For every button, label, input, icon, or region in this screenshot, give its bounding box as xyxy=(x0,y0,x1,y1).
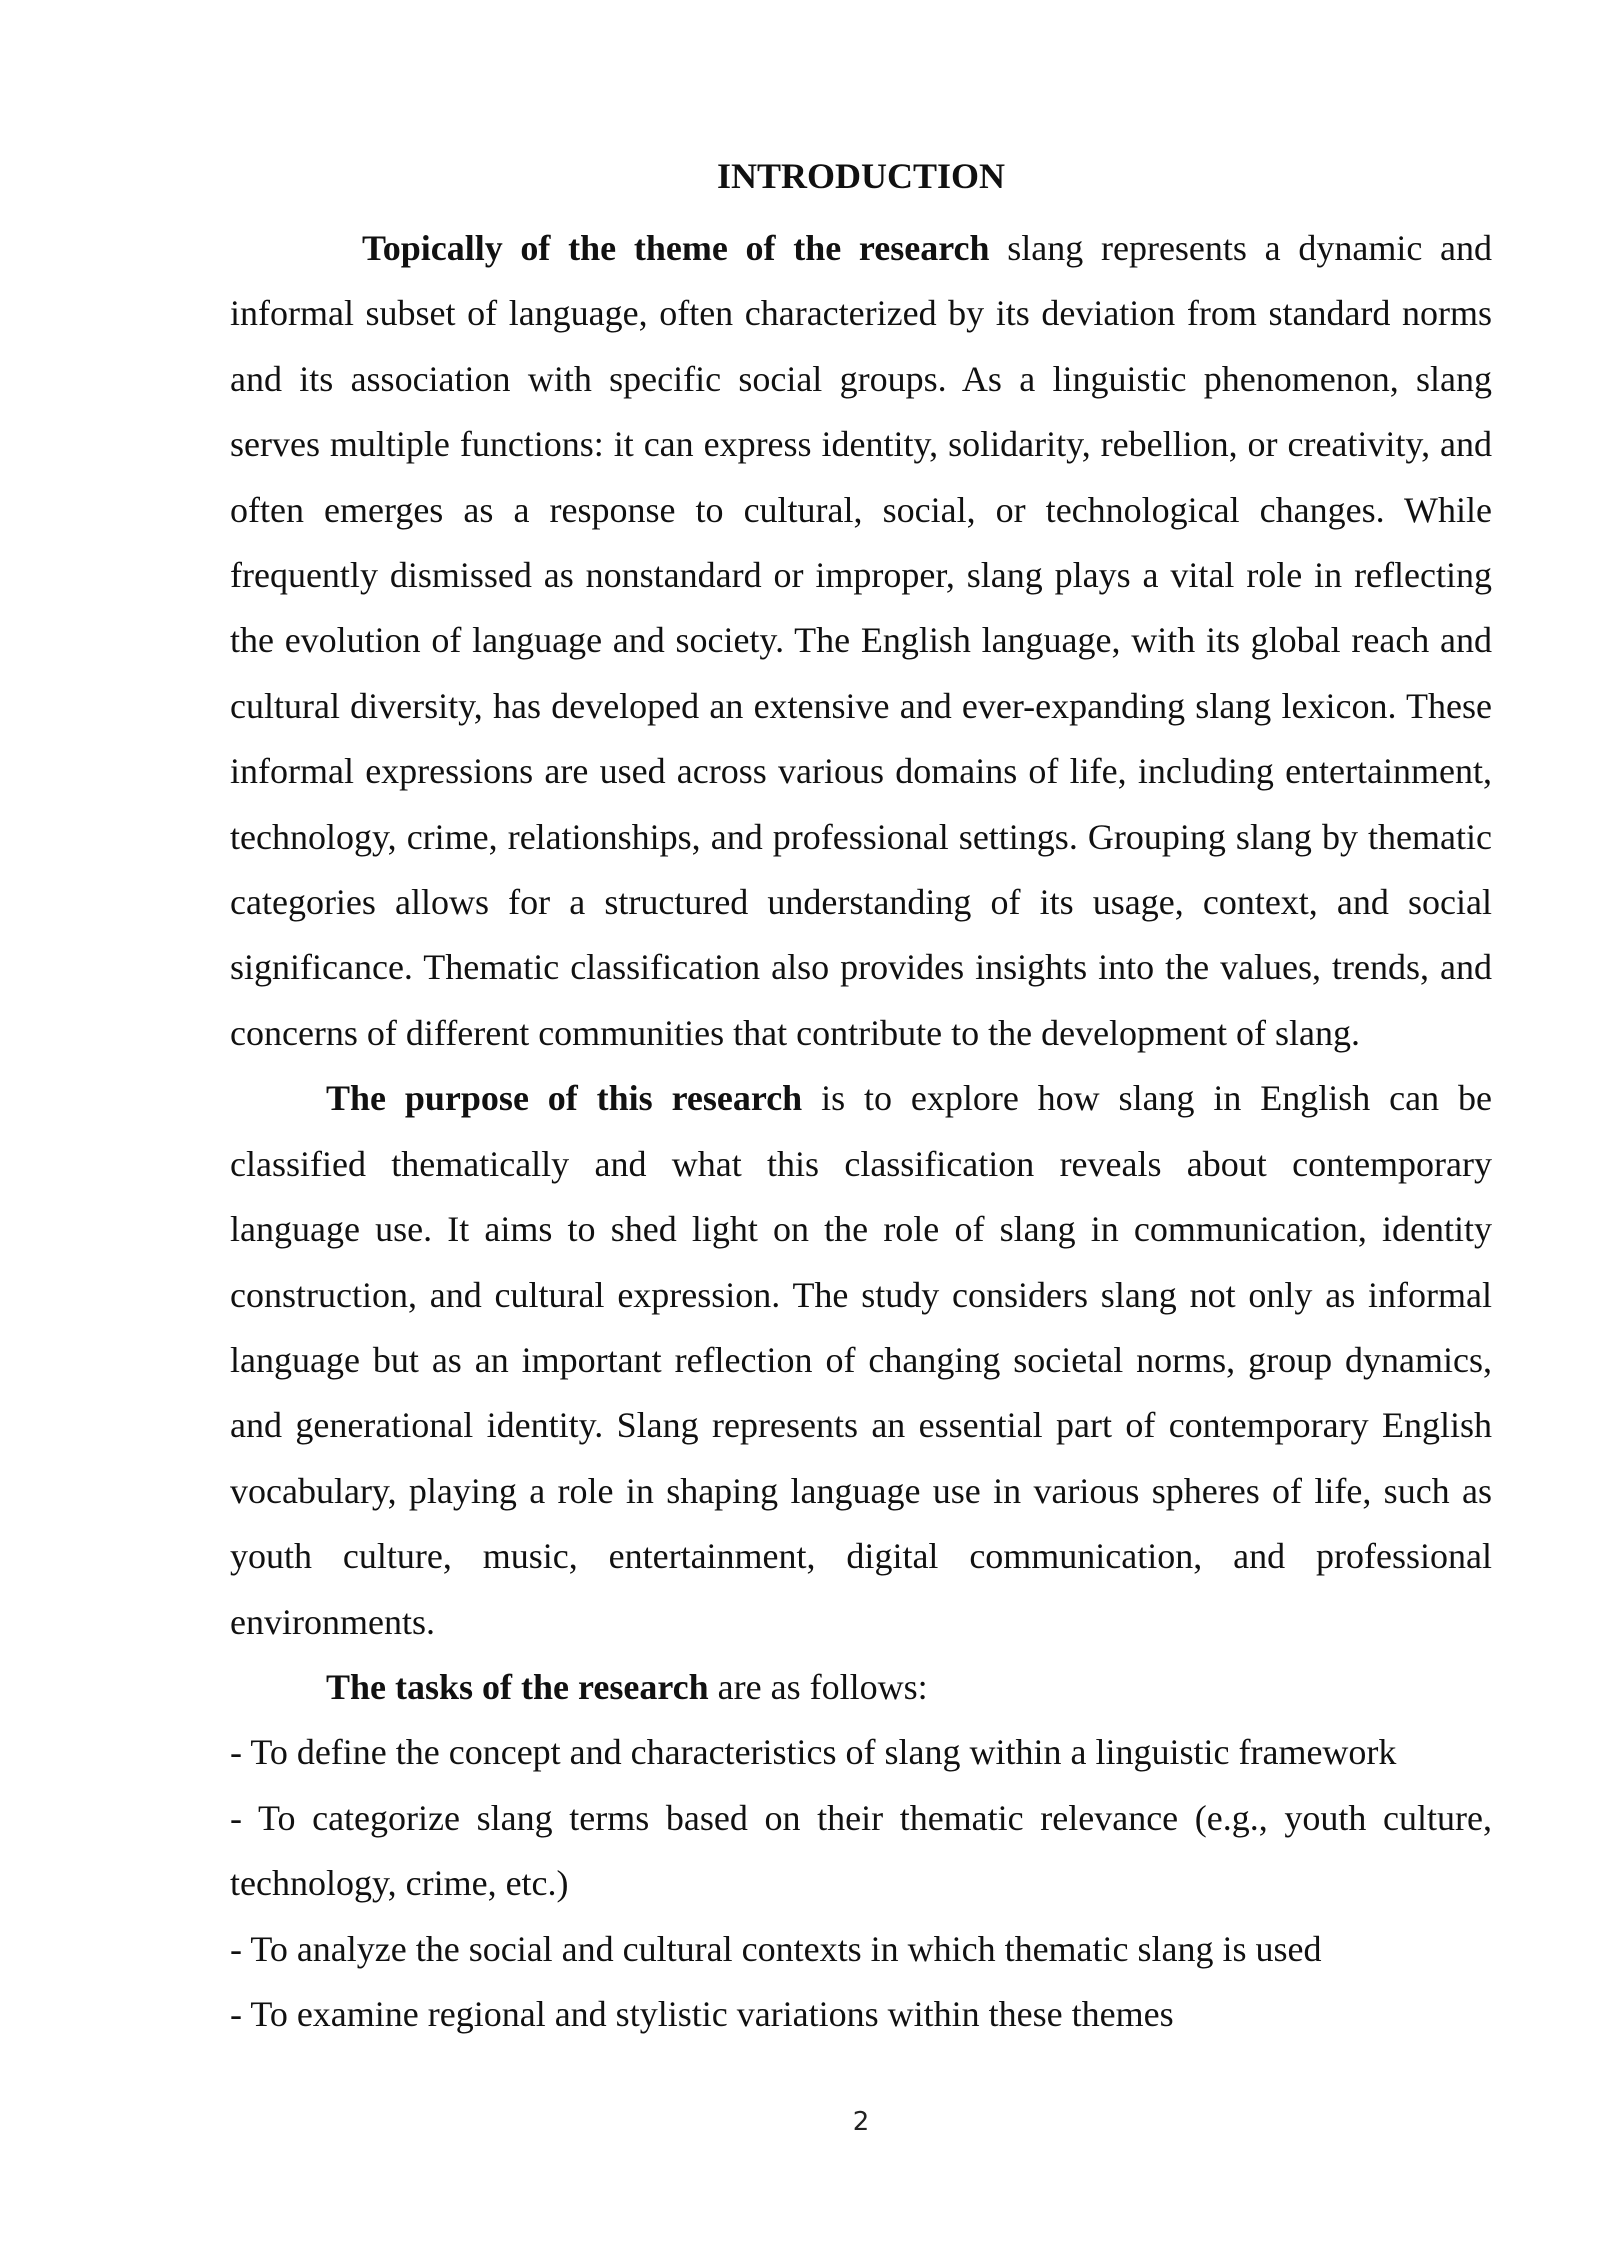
page-body xyxy=(230,148,1492,2047)
task-item: - To analyze the social and cultural contexts in which thematic slang is used xyxy=(230,1928,1322,1969)
paragraph-tasks xyxy=(230,1655,1492,1720)
paragraph-text: slang represents a dynamic and informal subset of language, often characterized by its deviation from standard norms and its association with specific social groups. As a linguistic phenomenon, slang serves multiple functions: it can express identity, solidarity, rebellion, or creativity, and often emerges as a response to cultural, social, or technological changes. While frequently dismissed as nonstandard or improper, slang plays a vital role in reflecting the evolution of language and society. The English language, with its global reach and cultural diversity, has developed an extensive and ever-expanding slang lexicon. These informal expressions are used across various domains of life, including entertainment, technology, crime, relationships, and professional settings. Grouping slang by thematic categories allows for a structured understanding of its usage, context, and social significance. Thematic classification also provides insights into the values, trends, and concerns of different communities that contribute to the development of slang. xyxy=(230,228,1492,1053)
section-title: INTRODUCTION xyxy=(716,156,1006,196)
paragraph-text: is to explore how slang in English can be classified thematically and what this classification reveals about contemporary language use. It aims to shed light on the role of slang in communication, identity construction, and cultural expression. The study considers slang not only as informal language but as an important reflection of changing societal norms, group dynamics, and generational identity. Slang represents an essential part of contemporary English vocabulary, playing a role in shaping language use in various spheres of life, such as youth culture, music, entertainment, digital communication, and professional environments. xyxy=(230,1078,1493,1642)
task-item: - To define the concept and characteristics of slang within a linguistic framework xyxy=(230,1732,1397,1773)
paragraph-lead: Topically of the theme of the research xyxy=(362,228,990,268)
paragraph-text: are as follows: xyxy=(708,1666,928,1707)
task-item: - To examine regional and stylistic variations within these themes xyxy=(230,1993,1174,2034)
page-number: 2 xyxy=(852,2107,870,2137)
task-item: - To categorize slang terms based on their thematic relevance (e.g., youth culture, technology, crime, etc.) xyxy=(230,1797,1492,1904)
paragraph-lead: The purpose of this research xyxy=(326,1078,803,1119)
paragraph-lead: The tasks of the research xyxy=(326,1666,709,1707)
paragraph-topicality xyxy=(230,216,1492,1066)
paragraph-purpose xyxy=(230,1066,1492,1655)
